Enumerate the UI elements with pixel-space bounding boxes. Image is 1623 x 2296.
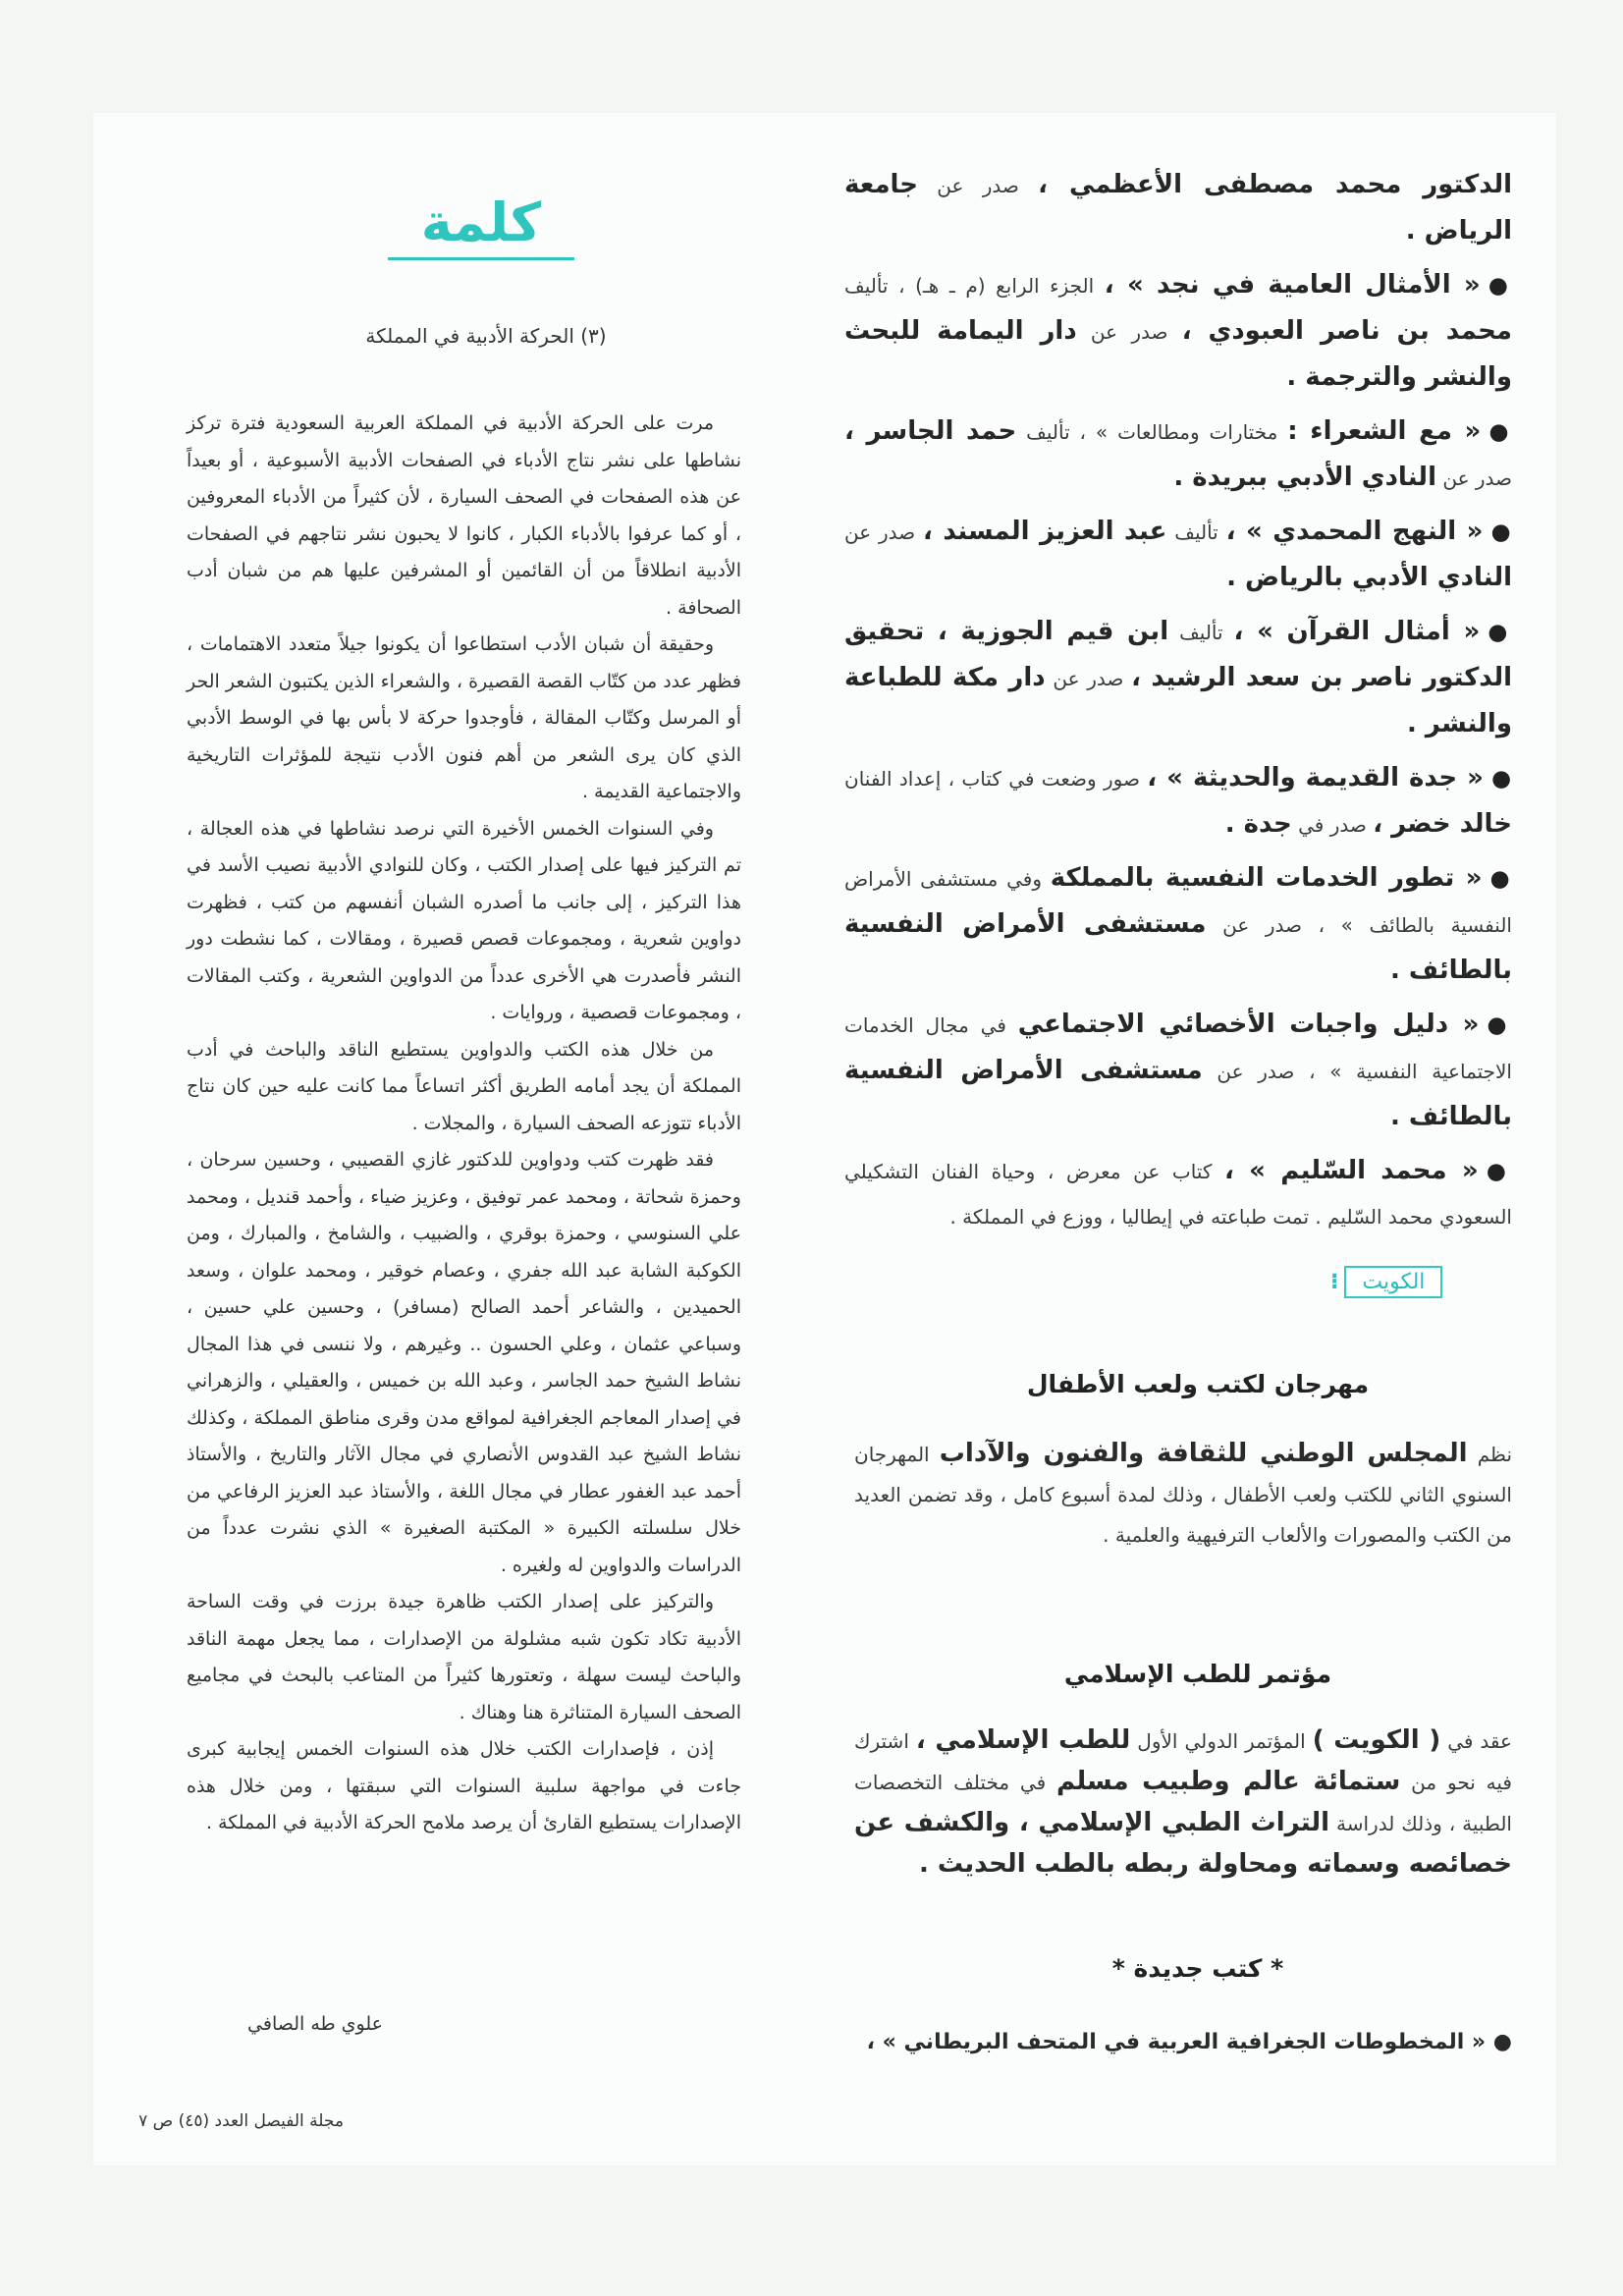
article-subheading: (٣) الحركة الأدبية في المملكة: [365, 324, 607, 348]
text-run: الجزء الرابع (م ـ هـ) ، تأليف: [844, 274, 1105, 298]
text-run: تأليف: [1166, 520, 1226, 544]
text-run: جامعة الرياض: [844, 170, 1512, 246]
article-author: علوي طه الصافي: [247, 2013, 383, 2035]
text-run: « النهج المحمدي » ،: [1225, 517, 1484, 546]
text-run: للطب الإسلامي ،: [915, 1725, 1131, 1755]
text-run: ( الكويت ): [1312, 1725, 1441, 1755]
text-run: في مجال الخدمات الاجتماعية النفسية » ، صدر عن: [844, 1013, 1512, 1083]
text-run: عقد في: [1440, 1729, 1512, 1753]
text-run: محمد بن ناصر العبودي ،: [1181, 316, 1512, 346]
book-entry: [844, 509, 1512, 601]
article-paragraph: وفي السنوات الخمس الأخيرة التي نرصد نشاطها في هذه العجالة ، تم التركيز فيها على إصدار الكتب ، وكان للنوادي الأدبية نصيب الأسد في هذا التركيز ، إلى جانب ما أصدره الشبان أنفسهم من كتب ، فظهرت دواوين شعرية ، ومجموعات قصص قصيرة ، ومقالات ، كما نشطت دور النشر فأصدرت هي الأخرى عدداً من الدواوين الشعرية ، وكتب المقالات ، ومجموعات قصصية ، وروايات .: [187, 817, 741, 1023]
text-run: ستمائة عالم وطبيب مسلم: [1056, 1767, 1401, 1796]
bullet-icon: ●: [1488, 273, 1513, 299]
text-run: « جدة القديمة والحديثة » ،: [1147, 763, 1484, 793]
bullet-icon: ●: [1488, 620, 1512, 645]
text-run: وفي مستشفى الأمراض النفسية بالطائف » ، صدر عن: [844, 867, 1512, 937]
text-run: دار اليمامة للبحث والنشر والترجمة .: [844, 316, 1512, 392]
new-books-title: * كتب جديدة *: [1111, 1954, 1284, 1983]
bullet-icon: ●: [1490, 519, 1512, 545]
tag-dots-icon: ⁝: [1330, 1269, 1339, 1294]
text-run: « تطور الخدمات النفسية بالمملكة: [1050, 863, 1483, 893]
text-run: اشترك فيه نحو من: [854, 1729, 1512, 1794]
text-run: المهرجان السنوي الثاني للكتب ولعب الأطفال ، وذلك لمدة أسبوع كامل ، وقد تضمن العديد من الكتب والمصورات والألعاب الترفيهية والعلمية .: [854, 1443, 1512, 1547]
text-run: « محمد السّليم » ،: [1224, 1156, 1479, 1185]
text-run: صدر عن: [1435, 466, 1512, 490]
bullet-icon: ●: [1486, 1159, 1512, 1184]
bullet-icon: ●: [1488, 419, 1512, 445]
article-paragraph: من خلال هذه الكتب والدواوين يستطيع الناقد والباحث في أدب المملكة أن يجد أمامه الطريق أكثر اتساعاً مما كانت عليه حين كان نتاج الأدباء تتوزعه الصحف السيارة ، والمجلات .: [187, 1038, 741, 1134]
festival-paragraph: [854, 1434, 1512, 1556]
section-title-rule: [388, 257, 574, 260]
book-entry: [844, 755, 1512, 847]
article-paragraph: مرت على الحركة الأدبية في المملكة العربية السعودية فترة تركز نشاطها على نشر نتاج الأدباء في الصفحات الأدبية الأسبوعية ، أو بعيداً عن هذه الصفحات في الصحف السيارة ، لأن كثيراً من الأدباء المعروفين ، أو كما عرفوا بالأدباء الكبار ، كانوا لا يحبون نشر نتاجهم في الصفحات الأدبية انطلاقاً من أن القائمين أو المشرفين عليها هم من شبان أدب الصحافة .: [187, 412, 741, 619]
article-paragraph: وحقيقة أن شبان الأدب استطاعوا أن يكونوا جيلاً متعدد الاهتمامات ، فظهر عدد من كتّاب القصة القصيرة ، والشعراء الذين يكتبون الشعر الحر أو المرسل وكتّاب المقالة ، فأوجدوا حركة لا بأس بها في الوسط الأدبي الذي كان يرى الشعر من أهم فنون الأدب نتيجة للمؤثرات التاريخية والاجتماعية القديمة .: [187, 633, 741, 802]
article-paragraph: والتركيز على إصدار الكتب ظاهرة جيدة برزت في وقت الساحة الأدبية تكاد تكون شبه مشلولة من الإصدارات ، مما يجعل مهمة الناقد والباحث ليست سهلة ، وتعتورها كثيراً من المتاعب بالبحث في مجاميع الصحف السيارة المتناثرة هنا وهناك .: [187, 1591, 741, 1723]
text-run: المجلس الوطني للثقافة والفنون والآداب: [939, 1439, 1468, 1468]
text-run: النادي الأدبي بالرياض .: [1226, 563, 1512, 592]
conference-paragraph: [854, 1721, 1512, 1886]
book-list: [844, 162, 1512, 1247]
text-run: صدر عن: [1045, 667, 1132, 690]
text-run: خالد خضر ،: [1373, 809, 1512, 839]
text-run: صدر عن: [844, 520, 923, 544]
conference-title: مؤتمر للطب الإسلامي: [1063, 1660, 1332, 1688]
text-run: حمد الجاسر ،: [844, 416, 1017, 446]
section-title: كلمة: [420, 191, 542, 253]
book-entry: [844, 1002, 1512, 1140]
text-run: جدة .: [1224, 809, 1292, 839]
text-run: مختارات ومطالعات » ، تأليف: [1016, 420, 1288, 444]
kuwait-tag: [1330, 1262, 1442, 1301]
text-run: النادي الأدبي ببريدة .: [1173, 463, 1436, 492]
text-run: عبد العزيز المسند ،: [922, 517, 1167, 546]
book-entry: [844, 162, 1512, 254]
kuwait-label: الكويت: [1344, 1266, 1442, 1298]
text-run: تأليف: [1168, 621, 1234, 644]
festival-title: مهرجان لكتب ولعب الأطفال: [1026, 1370, 1370, 1398]
text-run: صور وضعت في كتاب ، إعداد الفنان: [844, 767, 1148, 791]
text-run: في مختلف التخصصات الطبية ، وذلك لدراسة: [854, 1771, 1512, 1835]
book-entry: [844, 855, 1512, 994]
article-body: [187, 406, 741, 1842]
text-run: صدر عن: [918, 174, 1039, 197]
text-run: الدكتور محمد مصطفى الأعظمي ،: [1038, 170, 1512, 199]
bullet-icon: ●: [1489, 866, 1512, 892]
book-entry: [844, 262, 1512, 401]
article-paragraph: إذن ، فإصدارات الكتب خلال هذه السنوات الخمس إيجابية كبرى جاءت في مواجهة سلبية السنوات التي سبقتها ، ومن خلال هذه الإصدارات يستطيع القارئ أن يرصد ملامح الحركة الأدبية في المملكة .: [187, 1738, 741, 1833]
page-footer: مجلة الفيصل العدد (٤٥) ص ٧: [138, 2111, 344, 2131]
book-entry: [844, 1148, 1512, 1239]
text-run: نظم: [1467, 1443, 1513, 1466]
text-run: دار مكة للطباعة والنشر .: [844, 663, 1512, 738]
new-books-first: ● « المخطوطات الجغرافية العربية في المتحف البريطاني » ،: [866, 2030, 1512, 2054]
text-run: ابن قيم الجوزية ، تحقيق الدكتور ناصر بن سعد الرشيد ،: [844, 617, 1513, 692]
text-run: .: [1405, 216, 1425, 246]
text-run: صدر عن: [1076, 320, 1182, 344]
bullet-icon: ●: [1490, 766, 1512, 792]
book-entry: [844, 609, 1512, 747]
article-paragraph: فقد ظهرت كتب ودواوين للدكتور غازي القصيبي ، وحسين سرحان ، وحمزة شحاتة ، ومحمد عمر توفيق ، وعزيز ضياء ، وأحمد قنديل ، ومحمد علي السنوسي ، وحمزة بوقري ، والضبيب ، والشامخ ، والمبارك ، ومن الكوكبة الشابة عبد الله جفري ، وعصام خوقير ، ومحمد علوان ، وسعد الحميدين ، والشاعر أحمد الصالح (مسافر) ، وحسين علي حسين ، وسباعي عثمان ، وعلي الحسون .. وغيرهم ، ولا ننسى في هذا المجال نشاط الشيخ حمد الجاسر ، وعبد الله بن خميس ، والعقيلي ، والزهراني في إصدار المعاجم الجغرافية لمواقع مدن وقرى مناطق المملكة ، وكذلك نشاط الشيخ عبد القدوس الأنصاري في مجال الآثار والتاريخ ، والأستاذ أحمد عبد الغفور عطار في مجال اللغة ، والأستاذ عبد العزيز الرفاعي من خلال سلسلته الكبيرة « المكتبة الصغيرة » الذي نشرت عدداً من الدراسات والدواوين له ولغيره .: [187, 1149, 741, 1576]
book-entry: [844, 409, 1512, 501]
text-run: كتاب عن معرض ، وحياة الفنان التشكيلي السعودي محمد السّليم . تمت طباعته في إيطاليا ، ووزع في المملكة .: [844, 1160, 1512, 1229]
text-run: « دليل واجبات الأخصائي الاجتماعي: [1017, 1010, 1480, 1039]
text-run: مستشفى الأمراض النفسية بالطائف .: [844, 909, 1512, 985]
text-run: التراث الطبي الإسلامي ، والكشف عن خصائصه وسماته ومحاولة ربطه بالطب الحديث .: [854, 1808, 1512, 1879]
text-run: مستشفى الأمراض النفسية بالطائف .: [844, 1056, 1512, 1131]
text-run: صدر في: [1291, 813, 1374, 837]
text-run: « الأمثال العامية في نجد » ،: [1104, 270, 1481, 300]
bullet-icon: ●: [1487, 1012, 1512, 1038]
text-run: المؤتمر الدولي الأول: [1130, 1729, 1313, 1753]
text-run: « أمثال القرآن » ،: [1233, 617, 1481, 646]
text-run: « مع الشعراء :: [1287, 416, 1482, 446]
